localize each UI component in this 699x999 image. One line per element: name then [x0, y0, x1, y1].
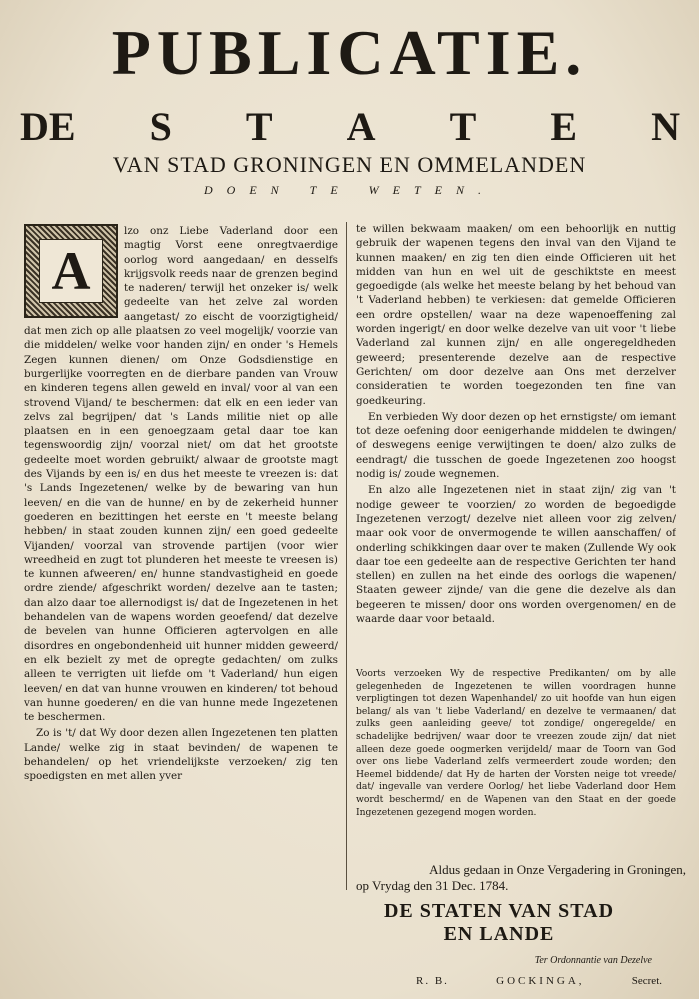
staten-letter: T — [449, 104, 477, 149]
right-column — [356, 222, 676, 668]
initial-letter: A — [39, 239, 103, 303]
left-column — [24, 224, 338, 896]
ordonnantie-line: Ter Ordonnantie van Dezelve — [534, 955, 652, 966]
small-print-column — [356, 668, 676, 868]
subtitle: VAN STAD GRONINGEN EN OMMELANDEN — [112, 152, 587, 177]
paragraph: En alzo alle Ingezetenen niet in staat zijn/ zig van 't nodige geweer te voorzien/ zo worden de begoedigde Ingezetenen verzogt/ dezelve niet alleen voor zig zelven/ maar ook voor de onvermogende te willen aanschaffen/ of onderling schikkingen daar over te maken (Zullende Wy ook daar toe een gedeelte aan de respective Gerichten ter hand stellen) en zullen na het einde des oorlogs die wapenen/ Staaten geweer zijnde/ van die gene die dezelve als dan begeeren te missen/ door ons worden overgenomen/ en de waarde daar voor betaald. — [356, 484, 676, 626]
staten-word: DE — [20, 104, 76, 149]
signer-role: Secret. — [631, 975, 662, 987]
signer-name: GOCKINGA, — [496, 975, 585, 987]
aldus-line: Aldus gedaan in Onze Vergadering in Groningen, — [429, 862, 686, 877]
closing-title-line: EN LANDE — [443, 923, 555, 945]
closing-title-line: DE STATEN VAN STAD — [383, 900, 615, 922]
paragraph: Zo is 't/ dat Wy door dezen allen Ingezetenen ten platten Lande/ welke zig in staat bevinden/ de wapenen te behandelen/ op het vriendelijkste verzoeken/ zig ten spoedigsten en met allen yver — [24, 727, 338, 783]
paragraph: te willen bekwaam maaken/ om een behoorlijk en nuttig gebruik der wapenen tegens den inval van den Vijand te kunnen maaken/ en zig ten dien einde Officieren uit het midden van hun en wel uit de geschiktste en meest gegoedigde (als welke het meeste belang by het behoud van 't Vaderland hebben) te verkiesen: dat gemelde Officieren een ordre opstellen/ waar na deze wapenoeffening zal worden ingerigt/ en door welke dezelve van uit voor 't liebe Vaderland zal kunnen zijn/ en alle ongeregeldheden geweerd; presenterende dezelve aan de respective Gerichten/ om door dezelve aan Ons met derzelver consideratien te worden toegezonden ten fine van goedkeuring. — [356, 223, 676, 407]
paragraph: Voorts verzoeken Wy de respective Predikanten/ om by alle gelegenheden de Ingezetenen te willen voordragen hunne verpligtingen tot dezen Wapenhandel/ zo uit hoofde van hun eigen belang/ als van 't liebe Vaderland/ en dezelve te vermaanen/ dat zulks geen aanleiding geeve/ tot zondige/ ongeregelde/ en schadelijke bedrijven/ waar door te vreezen zoude zijn/ dat niet alleen deze goede oogmerken verijdeld/ maar de Toorn van God over ons liebe Vaderland zelfs vermeerdert zoude worden; den Heemel biddende/ dat Hy de harten der Vorsten neige tot vreede/ dat/ ingevalle van verdere Oorlog/ het liebe Vaderland door Hem wordt beschermd/ en de Wapenen van den Staat en der goede Ingezetenen gezegend mogen worden. — [356, 668, 676, 818]
closing-title — [356, 900, 642, 946]
doen-te-weten: DOEN TE WETEN. — [203, 183, 495, 197]
staten-letter: A — [346, 104, 376, 149]
poster-title: PUBLICATIE. — [111, 17, 588, 88]
staten-letter: T — [245, 104, 273, 149]
staten-letter: S — [149, 104, 172, 149]
paragraph: lzo onz Liebe Vaderland door een magtig Vorst eene onregtvaerdige oorlog word aangedaan/ en desselfs krijgsvolk reeds naar de grenzen begind te naderen/ terwijl het onzeker is/ welk gedeelte van het zelve zal worden aangetast/ zo eischt de voorzigtigheid/ dat men zich op alle plaatsen zo veel mogelijk/ voorzie van die middelen/ welke voor handen zijn/ en onder 's Hemels Zegen kunnen dienen/ om Onze Godsdienstige en burgerlijke voorregten en de dierbare panden van Vrouw en kinderen tegens allen geweld en inval/ voor al van een strovend Vijand/ te beschermen: dat elk en een ieder van zelvs zal begrijpen/ dat 's Lands militie niet op alle plaatsen en in een genoegzaam getal daar toe kan tegenswoordig zijn/ voorzal niet/ om dat het grootste gedeelte moet worden gebruikt/ alwaar de grootste magt des Vijands by een is/ en dus het meeste te vreezen is: dat 's Lands Ingezetenen/ welke by de bewaring van hun leeven/ en die van de hunne/ en by de zekerheid hunner goederen en bezittingen het eerste en 't meeste belang hebben/ in staat zouden kunnen zijn/ een goed gedeelte Vijanden/ voorzal van strovende partijen (voor wier wreedheid en zugt tot plunderen het meeste te vreesen is) te kunnen afweeren/ en/ hunne standvastigheid en goede ordre ziende/ afgeschrikt worden/ dezelve aan te tasten; dan alzo daar toe allernodigst is/ dat de Ingezetenen in het behandelen van de wapens worden geoefend/ dat dezelve de bevelen van hunne Officieren agtervolgen en alle disordres en ongebondenheid uit hunner midden geweerd/ en elk bezielt zy met de opregte gedachten/ om zulks alleen te verrigten uit liefde om 't Vaderland/ hun eigen leeven/ en dat van hunne vrouwen en kinderen/ tot behoud van hunne goederen/ en die van hunne mede Ingezetenen te beschermen. — [24, 225, 338, 724]
date-line: op Vrydag den 31 Dec. 1784. — [356, 878, 509, 893]
staten-letter: N — [651, 104, 680, 149]
decorated-initial — [24, 224, 118, 318]
signature-line — [416, 975, 662, 987]
de-staten-heading — [20, 98, 680, 156]
column-divider — [346, 222, 347, 890]
dated-line — [356, 862, 686, 894]
staten-letter: E — [550, 104, 578, 149]
signer-initials: R. B. — [416, 975, 449, 987]
paragraph: En verbieden Wy door dezen op het ernstigste/ om iemant tot deze oefening door eenigerhande middelen te dwingen/ of deswegens eenige verwijtingen te doen/ alzo zulks de eendragt/ die tusschen de goede Ingezetenen zoo hoogst nodig is/ zoude wegnemen. — [356, 410, 676, 481]
